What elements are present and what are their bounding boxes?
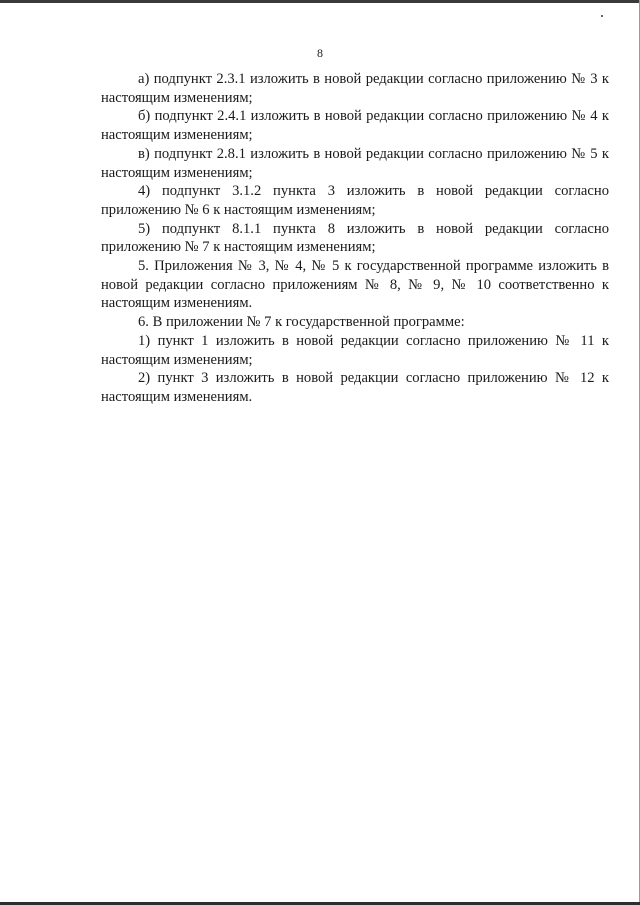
paragraph-item-4: 4) подпункт 3.1.2 пункта 3 изложить в новой редакции согласно приложению № 6 к настоящим изменениям;	[101, 183, 609, 218]
paragraph-subitem-a: а) подпункт 2.3.1 изложить в новой редакции согласно приложению № 3 к настоящим изменениям;	[101, 71, 609, 106]
paragraph-section-6: 6. В приложении № 7 к государственной программе:	[138, 314, 465, 331]
paragraph-subitem-v: в) подпункт 2.8.1 изложить в новой редакции согласно приложению № 5 к настоящим изменениям;	[101, 145, 609, 181]
scan-edge-top	[0, 0, 640, 3]
scan-speck	[601, 15, 603, 17]
document-text	[101, 70, 609, 407]
paragraph-point-1: 1) пункт 1 изложить в новой редакции согласно приложению № 11 к настоящим изменениям;	[101, 332, 609, 368]
paragraph-item-5: 5) подпункт 8.1.1 пункта 8 изложить в новой редакции согласно приложению № 7 к настоящим изменениям;	[101, 220, 609, 256]
paragraph-section-5: 5. Приложения № 3, № 4, № 5 к государственной программе изложить в новой редакции согласно приложениям № 8, № 9, № 10 соответственно к настоящим изменениям.	[101, 258, 609, 312]
paragraph-point-3: 2) пункт 3 изложить в новой редакции согласно приложению № 12 к настоящим изменениям.	[101, 370, 609, 405]
paragraph-subitem-b: б) подпункт 2.4.1 изложить в новой редакции согласно приложению № 4 к настоящим изменениям;	[101, 108, 609, 144]
page-number: 8	[317, 46, 323, 60]
